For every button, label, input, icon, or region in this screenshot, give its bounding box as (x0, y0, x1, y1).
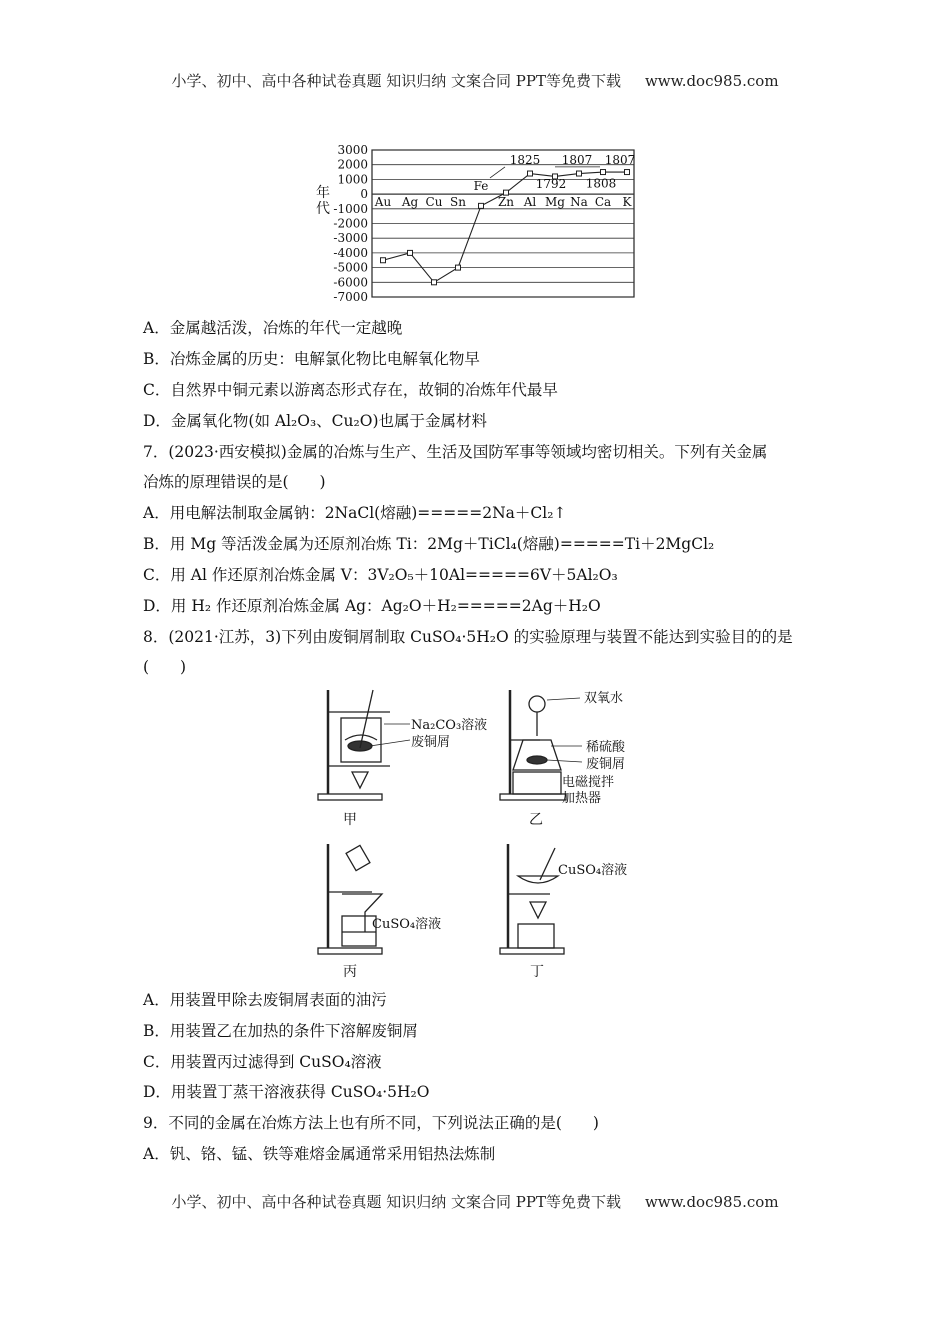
jia-caption: 甲 (343, 812, 357, 828)
x-category-label: Ag (401, 195, 419, 210)
bing-caption: 丙 (343, 964, 357, 980)
q7-stem-line1: 7．(2023·西安模拟)金属的冶炼与生产、生活及国防军事等领域均密切相关。下列有关金属 (143, 443, 768, 461)
x-category-label: Zn (497, 195, 515, 210)
data-point (625, 170, 630, 175)
x-category-label: K (622, 195, 632, 210)
y-axis-label: 年代 (316, 185, 330, 218)
yi-label-heater: 加热器 (562, 791, 602, 806)
y-tick-label: -5000 (333, 260, 368, 275)
y-tick-label: -4000 (333, 245, 368, 260)
ding-caption: 丁 (530, 964, 544, 980)
q9-option-a: A．钒、铬、锰、铁等难熔金属通常采用铝热法炼制 (143, 1145, 496, 1163)
data-point (504, 190, 509, 195)
q7-option-a: A．用电解法制取金属钠：2NaCl(熔融)=====2Na＋Cl₂↑ (143, 504, 567, 522)
footer-left-text: 小学、初中、高中各种试卷真题 知识归纳 文案合同 PPT等免费下载 (171, 1193, 621, 1211)
apparatus-jia (318, 690, 487, 828)
data-point (479, 203, 484, 208)
yi-caption: 乙 (529, 812, 543, 828)
y-tick-label: -2000 (333, 216, 368, 231)
q6-option-d: D．金属氧化物(如 Al₂O₃、Cu₂O)也属于金属材料 (143, 412, 487, 430)
data-point (381, 258, 386, 263)
yi-label-h2o2: 双氧水 (584, 691, 624, 706)
apparatus-ding (500, 844, 627, 980)
yi-label-acid: 稀硫酸 (586, 740, 626, 755)
x-category-label: Na (570, 195, 588, 210)
data-point (432, 280, 437, 285)
x-category-label: Au (374, 195, 392, 210)
y-tick-label: -7000 (333, 290, 368, 304)
q7-option-b: B．用 Mg 等活泼金属为还原剂冶炼 Ti：2Mg＋TiCl₄(熔融)=====Ti＋2MgCl₂ (143, 535, 715, 553)
ding-label-solution: CuSO₄溶液 (558, 863, 628, 878)
footer-url: www.doc985.com (644, 1193, 779, 1211)
x-category-label: Fe (473, 179, 489, 194)
q6-option-c: C．自然界中铜元素以游离态形式存在，故铜的冶炼年代最早 (143, 381, 558, 399)
x-category-label: Sn (450, 195, 466, 210)
q9-stem: 9．不同的金属在冶炼方法上也有所不同，下列说法正确的是( ) (143, 1114, 599, 1132)
header-left-text: 小学、初中、高中各种试卷真题 知识归纳 文案合同 PPT等免费下载 (171, 72, 621, 90)
year-annotation: 1807 (604, 152, 636, 167)
y-tick-label: 1000 (337, 172, 368, 187)
y-tick-label: -3000 (333, 231, 368, 246)
page-header (0, 70, 950, 91)
yi-label-stirrer: 电磁搅拌 (562, 775, 615, 790)
y-tick-label: 2000 (337, 157, 368, 172)
q8-option-b: B．用装置乙在加热的条件下溶解废铜屑 (143, 1022, 418, 1040)
apparatus-yi (500, 690, 626, 828)
q7-stem-line2: 冶炼的原理错误的是( ) (143, 473, 326, 491)
q7-option-d: D．用 H₂ 作还原剂冶炼金属 Ag：Ag₂O＋H₂=====2Ag＋H₂O (143, 597, 601, 615)
data-point (456, 265, 461, 270)
q8-stem-line2: ( ) (143, 658, 187, 676)
apparatus-figures (0, 680, 950, 990)
page-footer (0, 1191, 950, 1212)
y-tick-label: 3000 (337, 143, 368, 157)
jia-label-copper: 废铜屑 (411, 735, 451, 750)
yi-label-copper: 废铜屑 (586, 757, 626, 772)
year-annotation: 1792 (535, 177, 567, 192)
x-category-label: Cu (425, 195, 443, 210)
data-point (577, 171, 582, 176)
q8-option-c: C．用装置丙过滤得到 CuSO₄溶液 (143, 1053, 382, 1071)
y-tick-label: -6000 (333, 275, 368, 290)
q8-option-a: A．用装置甲除去废铜屑表面的油污 (143, 991, 387, 1009)
annotation-leader (490, 167, 505, 178)
year-annotation: 1807 (561, 152, 593, 167)
apparatus-bing (318, 844, 441, 980)
q7-option-c: C．用 Al 作还原剂冶炼金属 V：3V₂O₅＋10Al=====6V＋5Al₂O₃ (143, 566, 618, 584)
header-url: www.doc985.com (644, 72, 779, 90)
data-point (528, 171, 533, 176)
data-point (601, 170, 606, 175)
year-annotation: 1825 (509, 152, 541, 167)
q8-option-d: D．用装置丁蒸干溶液获得 CuSO₄·5H₂O (143, 1083, 430, 1101)
x-category-label: Mg (545, 195, 565, 210)
x-category-label: Al (523, 195, 537, 210)
q6-option-b: B．冶炼金属的历史：电解氯化物比电解氧化物早 (143, 350, 480, 368)
jia-label-solution: Na₂CO₃溶液 (411, 718, 488, 733)
data-point (408, 250, 413, 255)
y-tick-label: 0 (360, 187, 368, 202)
x-category-label: Ca (594, 195, 612, 210)
q6-option-a: A．金属越活泼，冶炼的年代一定越晚 (143, 319, 403, 337)
q8-stem-line1: 8．(2021·江苏，3)下列由废铜屑制取 CuSO₄·5H₂O 的实验原理与装置不能达到实验目的的是 (143, 628, 793, 646)
year-annotation: 1808 (585, 176, 617, 191)
bing-label-solution: CuSO₄溶液 (372, 917, 442, 932)
y-tick-label: -1000 (333, 201, 368, 216)
